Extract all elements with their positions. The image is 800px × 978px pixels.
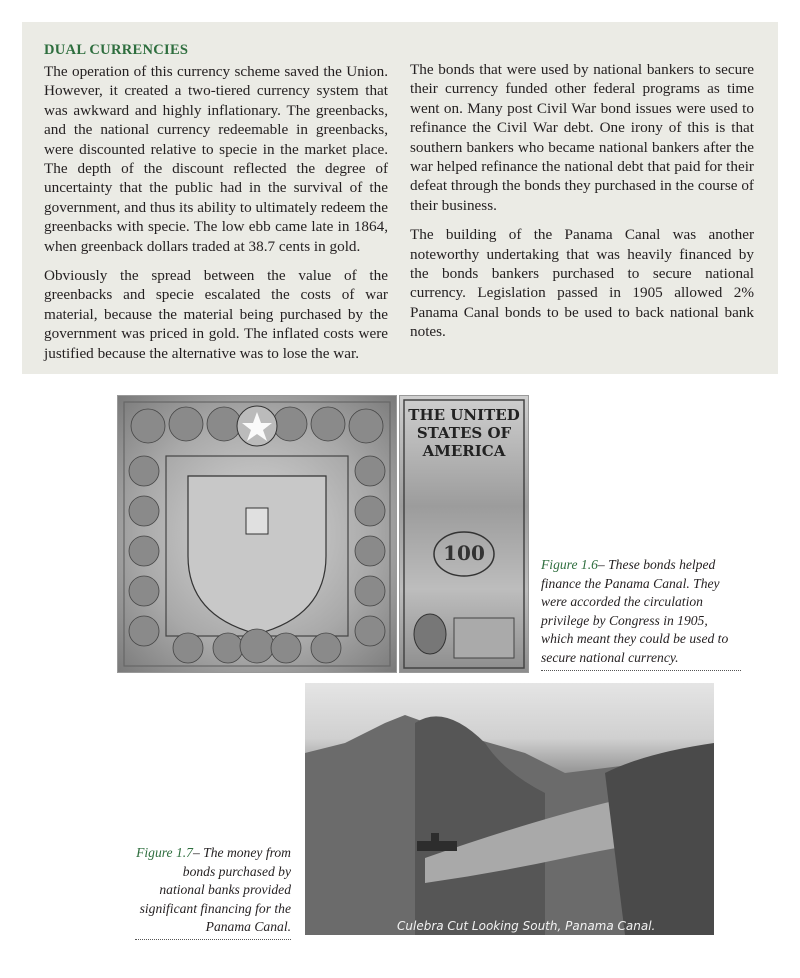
bond-title-text: THE UNITED STATES OF AMERICA bbox=[408, 406, 520, 460]
canal-landscape-graphic bbox=[305, 683, 714, 935]
sidebar-right-column bbox=[410, 60, 754, 352]
figure-1-6-caption bbox=[541, 556, 741, 671]
sidebar-paragraph: The building of the Panama Canal was another noteworthy undertaking that was heavily financed by the bonds bankers purchased to secure national currency. Legislation passed in 1905 allowed 2% Panama Canal bonds to be used to back national bank notes. bbox=[410, 226, 754, 341]
figure-label: Figure 1.7 bbox=[136, 845, 193, 860]
bond-ornament-graphic bbox=[118, 396, 396, 672]
figure-label: Figure 1.6 bbox=[541, 557, 598, 572]
panama-canal-bond-image bbox=[399, 395, 529, 673]
sidebar-paragraph: The bonds that were used by national bankers to secure their currency funded other federal programs as time went on. Many post Civil War bond issues were used to refinance the Civil War debt. One irony of this is that southern bankers who became national bankers after the war helped refinance the national debt that paid for their defeat through the bonds they purchased in the course of their business. bbox=[410, 61, 754, 214]
caption-text: – The money from bonds purchased by national banks provided significant financing for the Panama Canal. bbox=[139, 845, 291, 935]
bond-value-text: 100 bbox=[443, 541, 485, 565]
bond-frame-graphic bbox=[400, 396, 528, 672]
culebra-cut-photo bbox=[305, 683, 714, 935]
sidebar-paragraph: Obviously the spread between the value of the greenbacks and specie escalated the costs of war material, because the material being purchased by the government was priced in gold. The inflated costs were justified because the alternative was to lose the war. bbox=[44, 267, 388, 362]
caption-text: – These bonds helped finance the Panama Canal. They were accorded the circulation privilege by Congress in 1905, which meant they could be used to secure national currency. bbox=[541, 557, 729, 665]
sidebar-left-column bbox=[44, 62, 388, 373]
photo-caption-text: Culebra Cut Looking South, Panama Canal. bbox=[397, 919, 656, 933]
sidebar-paragraph: The operation of this currency scheme saved the Union. However, it created a two-tiered currency system that was awkward and highly inflationary. The greenbacks, and the national currency redeemable in greenbacks, were discounted relative to specie in the market place. The depth of the discount reflected the degree of uncertainty that the public had in the survival of the government, and thus its ability to ultimately redeem the greenbacks with specie. The low ebb came late in 1864, when greenback dollars traded at 38.7 cents in gold. bbox=[44, 63, 388, 255]
dual-currencies-sidebar bbox=[22, 22, 778, 374]
sidebar-heading: DUAL CURRENCIES bbox=[44, 42, 189, 58]
figure-1-7-caption bbox=[135, 844, 291, 940]
bond-certificate-ornate-image bbox=[117, 395, 397, 673]
